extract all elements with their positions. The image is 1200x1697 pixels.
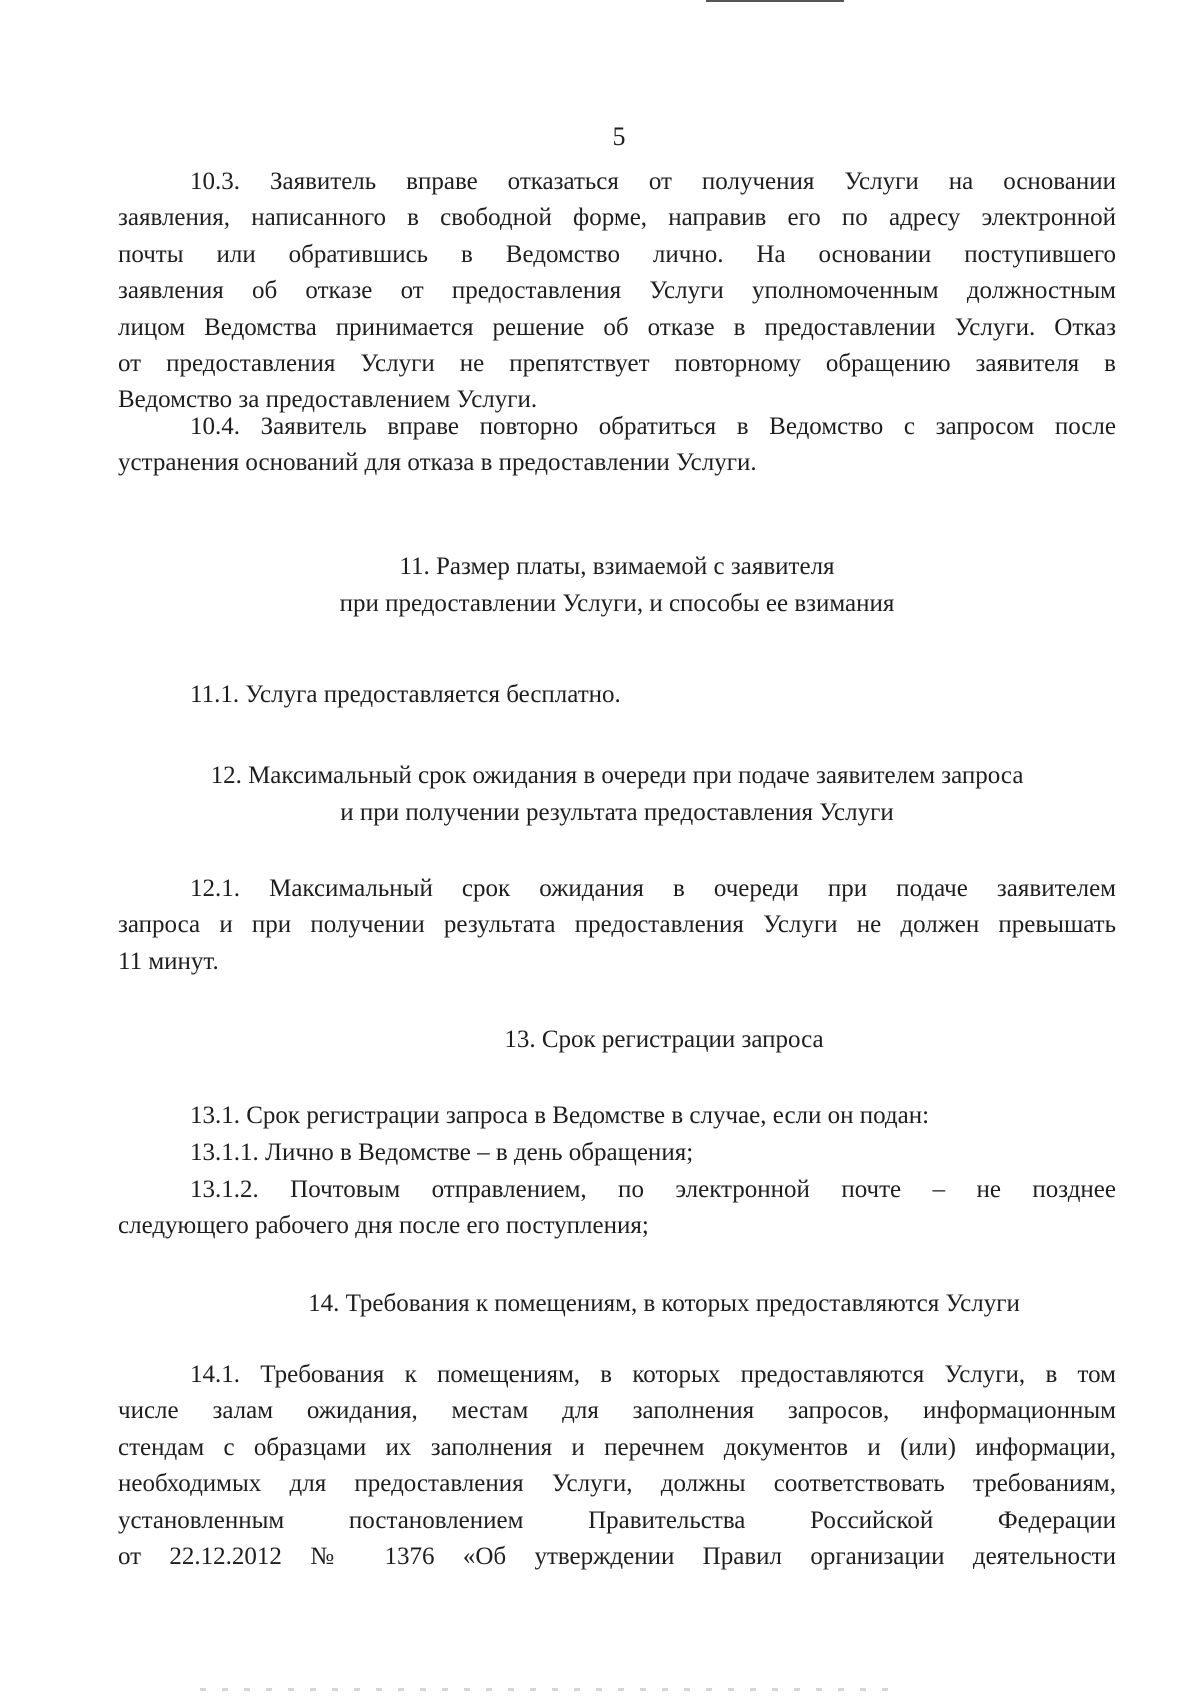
paragraph-13-1-1 xyxy=(118,1135,1116,1171)
heading-line: и при получении результата предоставления Услуги xyxy=(340,799,894,826)
scan-artifact xyxy=(200,1688,900,1691)
scan-top-mark xyxy=(706,0,844,2)
paragraph-line: от предоставления Услуги не препятствует повторному обращению заявителя в xyxy=(118,350,1116,378)
paragraph-line: от 22.12.2012 № 1376 «Об утверждении Правил организации деятельности xyxy=(118,1543,1116,1571)
paragraph-line: Ведомство за предоставлением Услуги. xyxy=(118,386,538,414)
paragraph-line: почты или обратившись в Ведомство лично. На основании поступившего xyxy=(118,240,1116,268)
paragraph-line: стендам с образцами их заполнения и перечнем документов и (или) информации, xyxy=(118,1433,1116,1461)
section-heading-13 xyxy=(118,1021,1116,1058)
paragraph-line: заявления, написанного в свободной форме, направив его по адресу электронной xyxy=(118,204,1116,232)
paragraph-line: 13.1. Срок регистрации запроса в Ведомстве в случае, если он подан: xyxy=(190,1102,930,1129)
paragraph-line: лицом Ведомства принимается решение об отказе в предоставлении Услуги. Отказ xyxy=(118,313,1116,341)
paragraph-line: 10.4. Заявитель вправе повторно обратиться в Ведомство с запросом после xyxy=(190,413,1116,440)
paragraph-13-1 xyxy=(118,1098,1116,1134)
paragraph-line: 11 минут. xyxy=(118,947,219,975)
section-heading-11 xyxy=(118,548,1116,622)
paragraph-line: числе залам ожидания, местам для заполнения запросов, информационным xyxy=(118,1397,1116,1425)
heading-line: 14. Требования к помещениям, в которых предоставляются Услуги xyxy=(308,1290,1020,1317)
paragraph-12-1 xyxy=(118,871,1116,980)
paragraph-line: запроса и при получении результата предоставления Услуги не должен превышать xyxy=(118,911,1116,939)
paragraph-line: заявления об отказе от предоставления Услуги уполномоченным должностным xyxy=(118,277,1116,305)
paragraph-line: 11.1. Услуга предоставляется бесплатно. xyxy=(190,681,621,708)
paragraph-line: устранения оснований для отказа в предоставлении Услуги. xyxy=(118,449,757,477)
paragraph-line: 13.1.1. Лично в Ведомстве – в день обращения; xyxy=(190,1139,694,1166)
heading-line: при предоставлении Услуги, и способы ее взимания xyxy=(339,590,895,617)
paragraph-line: необходимых для предоставления Услуги, должны соответствовать требованиям, xyxy=(118,1470,1116,1498)
page-number: 5 xyxy=(612,122,626,151)
paragraph-line: следующего рабочего дня после его поступления; xyxy=(118,1212,649,1240)
paragraph-10-3 xyxy=(118,164,1116,419)
heading-line: 13. Срок регистрации запроса xyxy=(504,1026,824,1053)
paragraph-14-1 xyxy=(118,1357,1116,1575)
heading-line: 12. Максимальный срок ожидания в очереди при подаче заявителем запроса xyxy=(210,762,1024,789)
paragraph-10-4 xyxy=(118,409,1116,482)
paragraph-line: 14.1. Требования к помещениям, в которых предоставляются Услуги, в том xyxy=(190,1361,1116,1388)
paragraph-line: 13.1.2. Почтовым отправлением, по электронной почте – не позднее xyxy=(190,1176,1116,1203)
paragraph-13-1-2 xyxy=(118,1172,1116,1245)
section-heading-12 xyxy=(118,757,1116,831)
paragraph-11-1 xyxy=(118,677,1116,713)
paragraph-line: установленным постановлением Правительства Российской Федерации xyxy=(118,1506,1116,1534)
heading-line: 11. Размер платы, взимаемой с заявителя xyxy=(399,553,835,580)
paragraph-line: 10.3. Заявитель вправе отказаться от получения Услуги на основании xyxy=(190,168,1116,195)
section-heading-14 xyxy=(118,1285,1116,1322)
paragraph-line: 12.1. Максимальный срок ожидания в очереди при подаче заявителем xyxy=(190,875,1116,902)
